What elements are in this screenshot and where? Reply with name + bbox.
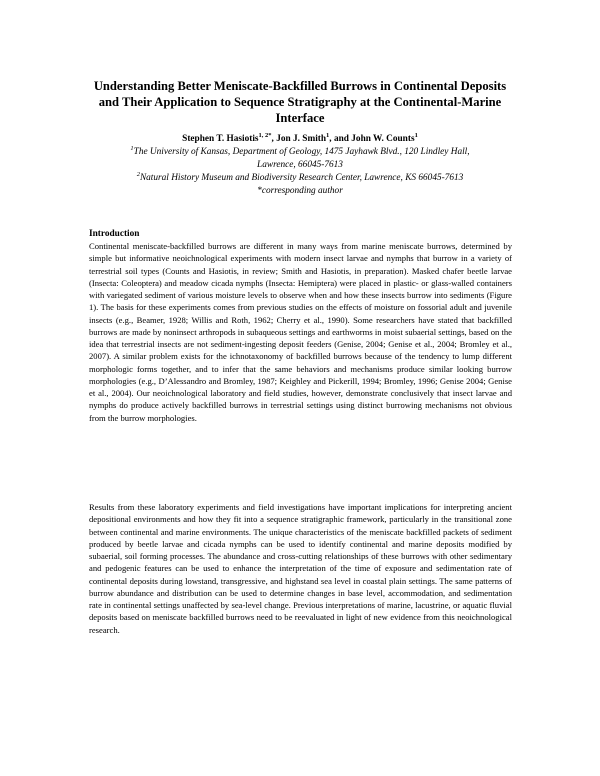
body-paragraph: Results from these laboratory experiments and field investigations have important implications for interpreting ancient depositional environments and how they fit into a sequence stratigraphic framework, particularly in the transitional zone between continental and marine environments. The unique characteristics of the meniscate backfilled packets of sediment produced by beetle larvae and cicada nymphs can be used to identify continental and marine deposits modified by subaerial, soil forming processes. The abundance and cross-cutting relationships of these burrows with other sedimentary and pedogenic features can be used to enhance the interpretation of the time of exposure and sedimentation rate of continental deposits during lowstand, transgressive, and highstand sea level in coastal plain settings. The same patterns of burrow abundance and distribution can be used to determine changes in base level, accommodation, and sedimentation rate in continental settings unaffected by sea-level change. Previous interpretations of marine, lacustrine, or aquatic fluvial deposits based on meniscate backfilled burrows need to be reevaluated in light of new evidence from this neoichnological research. <box>89 502 512 635</box>
affiliation-text: Natural History Museum and Biodiversity Research Center, Lawrence, KS 66045-7613 <box>139 173 464 183</box>
body-paragraph: Continental meniscate-backfilled burrows are different in many ways from marine meniscate burrows, determined by simple but informative neoichnological experiments with modern insect larvae and nymphs that burrow in a variety of terrestrial soil types (Counts and Hasiotis, in review; Smith and Hasiotis, in preparation). Masked chafer beetle larvae (Insecta: Coleoptera) and meadow cicada nymphs (Insecta: Hemiptera) were placed in plastic- or glass-walled containers with variegated sediment of various moisture levels to observe when and how these insects burrow into sediments (Figure 1). The basis for these experiments comes from previous studies on the effects of moisture on fossorial adult and juvenile insects (e.g., Beamer, 1928; Willis and Roth, 1962; Cherry et al., 1990). Some researchers have stated that backfilled burrows are made by noninsect arthropods in subaqueous settings and earthworms in moist subaerial settings, based on the idea that terrestrial insects are not sediment-ingesting deposit feeders (Genise, 2004; Genise et al., 2004; Bromley et al., 2007). A similar problem exists for the ichnotaxonomy of backfilled burrows because of the tendency to lump different morphologic forms together, and to infer that the same behaviors and mechanisms produce similar looking burrow morphologies (e.g., D’Alessandro and Bromley, 1987; Keighley and Pickerill, 1994; Bromley, 1996; Genise 2004; Genise et al., 2004). Our neoichnological laboratory and field studies, however, demonstrate conclusively that insect larvae and nymphs do produce actively backfilled burrows in terrestrial settings using distinct burrowing mechanisms not obvious from the burrow morphologies. <box>89 241 512 423</box>
affiliation-line <box>60 146 540 159</box>
author-affiliation-mark: 1 <box>326 132 330 139</box>
author-affiliation-mark: 1, 2* <box>258 132 272 139</box>
author-separator: , and <box>329 134 352 144</box>
author-affiliation-mark: 1 <box>414 132 418 139</box>
affiliation-text: Lawrence, 66045-7613 <box>257 160 343 170</box>
affiliation-text: The University of Kansas, Department of Geology, 1475 Jayhawk Blvd., 120 Lindley Hall, <box>133 147 470 157</box>
paper-title: Understanding Better Meniscate-Backfilled Burrows in Continental Deposits and Their Application to Sequence Stratigraphy at the Continental-Marine Interface <box>93 79 507 125</box>
affiliation-mark: 2 <box>136 171 140 178</box>
affiliation-mark: 1 <box>130 145 134 152</box>
author-name: Jon J. Smith <box>276 134 327 144</box>
affiliation-line <box>60 159 540 172</box>
section-heading: Introduction <box>89 229 140 239</box>
author-name: John W. Counts <box>351 134 415 144</box>
author-separator: , <box>271 134 277 144</box>
corresponding-author-note: *corresponding author <box>257 186 343 196</box>
author-name: Stephen T. Hasiotis <box>182 134 259 144</box>
affiliation-line <box>60 172 540 185</box>
